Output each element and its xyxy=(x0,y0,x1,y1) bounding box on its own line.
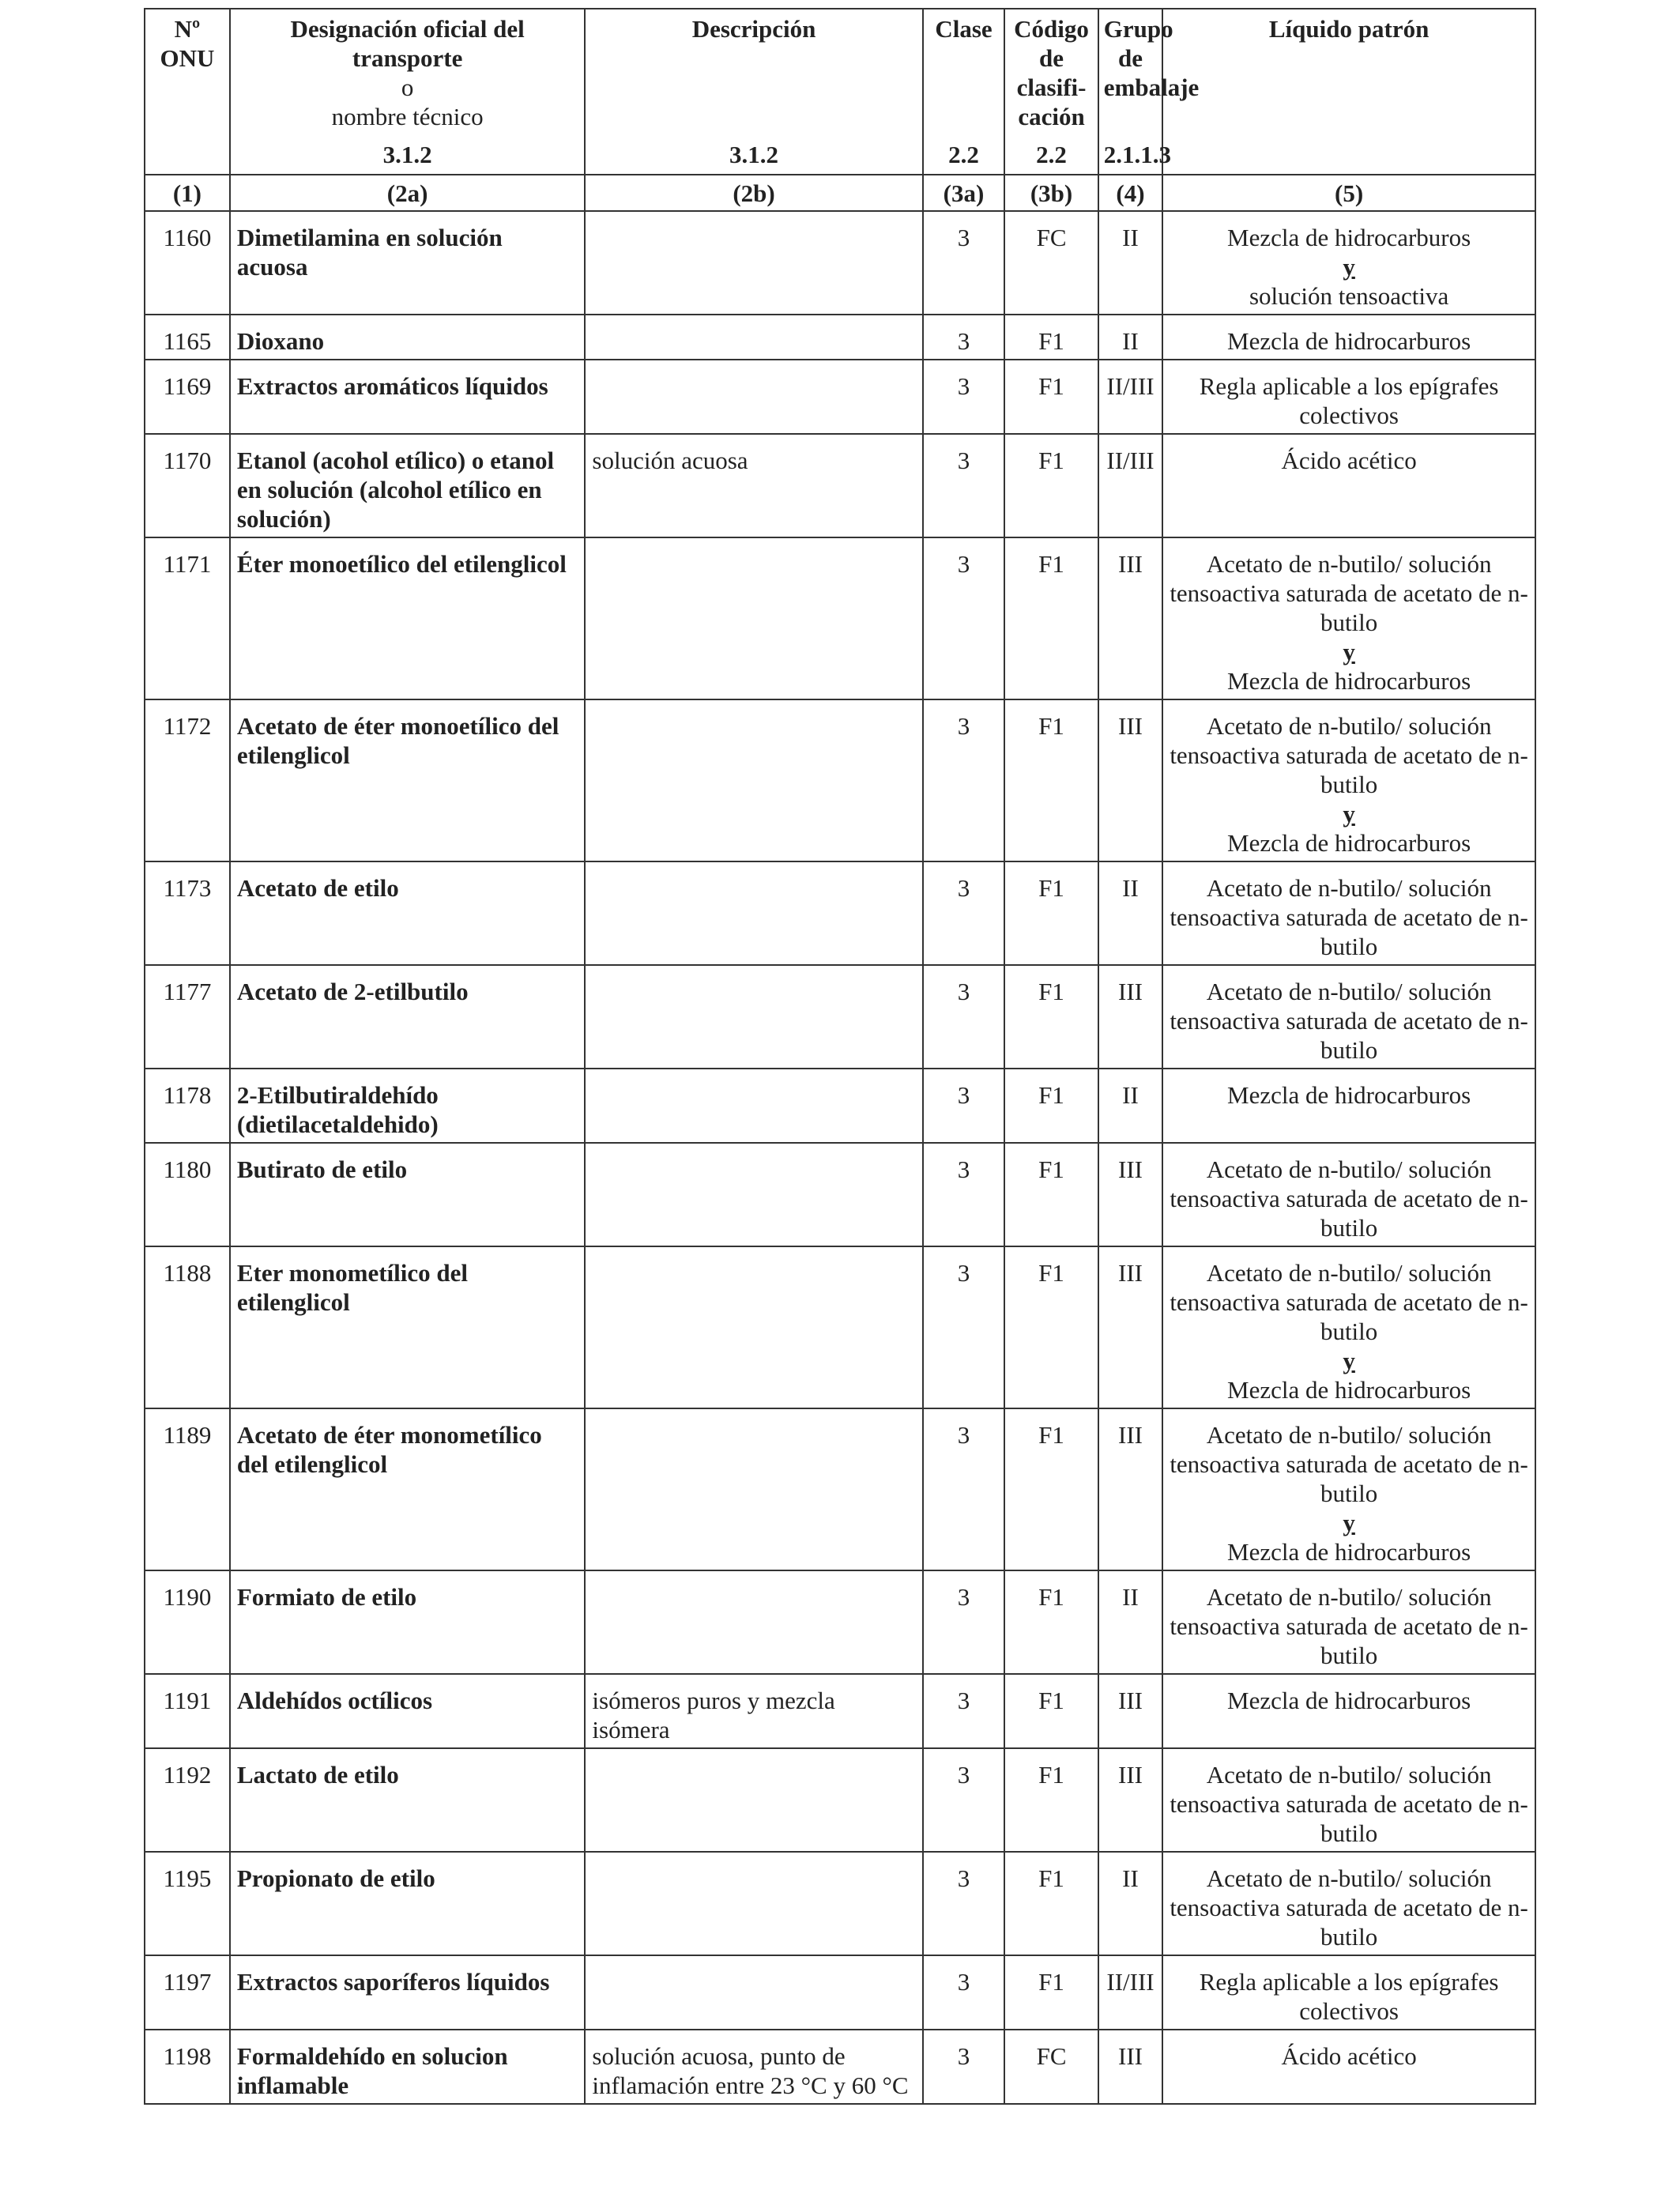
standard-liquid-cell xyxy=(1162,537,1535,699)
description-cell xyxy=(585,1408,922,1570)
standard-liquid-line: Mezcla de hidrocarburos xyxy=(1227,224,1471,251)
header-class: Clase 2.2 xyxy=(923,9,1005,175)
standard-liquid-cell xyxy=(1162,434,1535,537)
standard-liquid-cell xyxy=(1162,699,1535,861)
classification-code-cell: F1 xyxy=(1004,861,1098,965)
un-number-cell: 1165 xyxy=(145,315,230,360)
standard-liquid-cell xyxy=(1162,1852,1535,1955)
designation-cell: Formaldehído en solucion inflamable xyxy=(230,2030,586,2104)
standard-liquid-line: Acetato de n-butilo/ solución tensoactiva saturada de acetato de n-butilo xyxy=(1170,1583,1528,1669)
standard-liquid-line: Acetato de n-butilo/ solución tensoactiva saturada de acetato de n-butilo xyxy=(1170,978,1528,1064)
classification-code-cell: FC xyxy=(1004,211,1098,315)
classification-code-cell: F1 xyxy=(1004,1674,1098,1748)
designation-cell: Extractos saporíferos líquidos xyxy=(230,1955,586,2030)
standard-liquid-cell xyxy=(1162,1069,1535,1143)
description-cell: isómeros puros y mezcla isómera xyxy=(585,1674,922,1748)
class-cell: 3 xyxy=(923,1246,1005,1408)
conjunction-y: y xyxy=(1343,253,1355,281)
column-number: (4) xyxy=(1098,175,1162,211)
packing-group-cell: III xyxy=(1098,2030,1162,2104)
dangerous-goods-table xyxy=(144,8,1536,2105)
standard-liquid-line: Acetato de n-butilo/ solución tensoactiva saturada de acetato de n-butilo xyxy=(1170,1864,1528,1951)
standard-liquid-line: Mezcla de hidrocarburos xyxy=(1227,667,1471,695)
un-number-cell: 1191 xyxy=(145,1674,230,1748)
standard-liquid-cell xyxy=(1162,2030,1535,2104)
table-row xyxy=(145,1748,1535,1852)
un-number-cell: 1190 xyxy=(145,1570,230,1674)
description-cell xyxy=(585,1955,922,2030)
class-cell: 3 xyxy=(923,1408,1005,1570)
table-row xyxy=(145,1246,1535,1408)
standard-liquid-cell xyxy=(1162,1408,1535,1570)
header-packing-group: Grupo de embalaje 2.1.1.3 xyxy=(1098,9,1162,175)
designation-cell: Acetato de éter monometílico del etilenglicol xyxy=(230,1408,586,1570)
description-cell xyxy=(585,360,922,434)
table-row xyxy=(145,861,1535,965)
table-row xyxy=(145,1069,1535,1143)
standard-liquid-line: Acetato de n-butilo/ solución tensoactiva saturada de acetato de n-butilo xyxy=(1170,1421,1528,1507)
standard-liquid-line: Mezcla de hidrocarburos xyxy=(1227,829,1471,857)
classification-code-cell: F1 xyxy=(1004,1570,1098,1674)
classification-code-cell: F1 xyxy=(1004,1246,1098,1408)
standard-liquid-line: Acetato de n-butilo/ solución tensoactiva saturada de acetato de n-butilo xyxy=(1170,1259,1528,1345)
header-classification-code: Código de clasifi-cación 2.2 xyxy=(1004,9,1098,175)
un-number-cell: 1178 xyxy=(145,1069,230,1143)
classification-code-cell: F1 xyxy=(1004,965,1098,1069)
description-cell: solución acuosa xyxy=(585,434,922,537)
designation-cell: Lactato de etilo xyxy=(230,1748,586,1852)
un-number-cell: 1169 xyxy=(145,360,230,434)
un-number-cell: 1171 xyxy=(145,537,230,699)
standard-liquid-line: Ácido acético xyxy=(1281,447,1417,474)
standard-liquid-cell xyxy=(1162,360,1535,434)
un-number-cell: 1188 xyxy=(145,1246,230,1408)
class-cell: 3 xyxy=(923,315,1005,360)
standard-liquid-cell xyxy=(1162,1570,1535,1674)
packing-group-cell: III xyxy=(1098,699,1162,861)
conjunction-y: y xyxy=(1343,1509,1355,1536)
standard-liquid-line: Acetato de n-butilo/ solución tensoactiva saturada de acetato de n-butilo xyxy=(1170,550,1528,636)
description-cell xyxy=(585,211,922,315)
packing-group-cell: III xyxy=(1098,1143,1162,1246)
table-body xyxy=(145,211,1535,2104)
classification-code-cell: F1 xyxy=(1004,537,1098,699)
table-row xyxy=(145,2030,1535,2104)
classification-code-cell: F1 xyxy=(1004,1069,1098,1143)
table-row xyxy=(145,965,1535,1069)
conjunction-y: y xyxy=(1343,1347,1355,1374)
designation-cell: Acetato de 2-etilbutilo xyxy=(230,965,586,1069)
header-row xyxy=(145,9,1535,175)
designation-cell: Aldehídos octílicos xyxy=(230,1674,586,1748)
description-cell xyxy=(585,861,922,965)
table-row xyxy=(145,1143,1535,1246)
packing-group-cell: II xyxy=(1098,861,1162,965)
standard-liquid-line: Mezcla de hidrocarburos xyxy=(1227,1687,1471,1714)
classification-code-cell: F1 xyxy=(1004,315,1098,360)
packing-group-cell: II xyxy=(1098,211,1162,315)
table-row xyxy=(145,699,1535,861)
class-cell: 3 xyxy=(923,537,1005,699)
designation-cell: Acetato de éter monoetílico del etilenglicol xyxy=(230,699,586,861)
classification-code-cell: F1 xyxy=(1004,434,1098,537)
packing-group-cell: III xyxy=(1098,1674,1162,1748)
header-standard-liquid: Líquido patrón xyxy=(1162,9,1535,175)
column-number: (5) xyxy=(1162,175,1535,211)
packing-group-cell: III xyxy=(1098,537,1162,699)
table-row xyxy=(145,211,1535,315)
standard-liquid-cell xyxy=(1162,1246,1535,1408)
un-number-cell: 1172 xyxy=(145,699,230,861)
un-number-cell: 1170 xyxy=(145,434,230,537)
description-cell xyxy=(585,699,922,861)
column-number: (3b) xyxy=(1004,175,1098,211)
designation-cell: Etanol (acohol etílico) o etanol en solución (alcohol etílico en solución) xyxy=(230,434,586,537)
class-cell: 3 xyxy=(923,1143,1005,1246)
standard-liquid-cell xyxy=(1162,1674,1535,1748)
designation-cell: Eter monometílico del etilenglicol xyxy=(230,1246,586,1408)
designation-cell: Acetato de etilo xyxy=(230,861,586,965)
class-cell: 3 xyxy=(923,1570,1005,1674)
description-cell: solución acuosa, punto de inflamación entre 23 °C y 60 °C xyxy=(585,2030,922,2104)
classification-code-cell: FC xyxy=(1004,2030,1098,2104)
standard-liquid-cell xyxy=(1162,1748,1535,1852)
packing-group-cell: III xyxy=(1098,965,1162,1069)
packing-group-cell: II/III xyxy=(1098,360,1162,434)
classification-code-cell: F1 xyxy=(1004,360,1098,434)
table-row xyxy=(145,1955,1535,2030)
column-number-row xyxy=(145,175,1535,211)
description-cell xyxy=(585,1748,922,1852)
designation-cell: Extractos aromáticos líquidos xyxy=(230,360,586,434)
standard-liquid-line: solución tensoactiva xyxy=(1249,282,1449,310)
conjunction-y: y xyxy=(1343,638,1355,665)
description-cell xyxy=(585,537,922,699)
designation-cell: Dioxano xyxy=(230,315,586,360)
class-cell: 3 xyxy=(923,1955,1005,2030)
column-number: (3a) xyxy=(923,175,1005,211)
standard-liquid-cell xyxy=(1162,211,1535,315)
classification-code-cell: F1 xyxy=(1004,1143,1098,1246)
table-row xyxy=(145,537,1535,699)
description-cell xyxy=(585,1570,922,1674)
header-description: Descripción 3.1.2 xyxy=(585,9,922,175)
designation-cell: Butirato de etilo xyxy=(230,1143,586,1246)
standard-liquid-cell xyxy=(1162,965,1535,1069)
standard-liquid-line: Acetato de n-butilo/ solución tensoactiva saturada de acetato de n-butilo xyxy=(1170,712,1528,798)
packing-group-cell: III xyxy=(1098,1748,1162,1852)
column-number: (2a) xyxy=(230,175,586,211)
standard-liquid-line: Acetato de n-butilo/ solución tensoactiva saturada de acetato de n-butilo xyxy=(1170,1761,1528,1847)
table-row xyxy=(145,1408,1535,1570)
un-number-cell: 1173 xyxy=(145,861,230,965)
standard-liquid-cell xyxy=(1162,1955,1535,2030)
standard-liquid-cell xyxy=(1162,861,1535,965)
class-cell: 3 xyxy=(923,965,1005,1069)
header-official-designation: Designación oficial del transporte o nombre técnico 3.1.2 xyxy=(230,9,586,175)
class-cell: 3 xyxy=(923,2030,1005,2104)
classification-code-cell: F1 xyxy=(1004,1408,1098,1570)
classification-code-cell: F1 xyxy=(1004,1955,1098,2030)
designation-cell: 2-Etilbutiraldehído (dietilacetaldehido) xyxy=(230,1069,586,1143)
packing-group-cell: II xyxy=(1098,1852,1162,1955)
designation-cell: Éter monoetílico del etilenglicol xyxy=(230,537,586,699)
packing-group-cell: III xyxy=(1098,1408,1162,1570)
un-number-cell: 1192 xyxy=(145,1748,230,1852)
column-number: (2b) xyxy=(585,175,922,211)
standard-liquid-line: Acetato de n-butilo/ solución tensoactiva saturada de acetato de n-butilo xyxy=(1170,1155,1528,1242)
description-cell xyxy=(585,315,922,360)
table-row xyxy=(145,1570,1535,1674)
designation-cell: Formiato de etilo xyxy=(230,1570,586,1674)
class-cell: 3 xyxy=(923,211,1005,315)
un-number-cell: 1198 xyxy=(145,2030,230,2104)
standard-liquid-line: Mezcla de hidrocarburos xyxy=(1227,1081,1471,1109)
packing-group-cell: II xyxy=(1098,1570,1162,1674)
description-cell xyxy=(585,1069,922,1143)
class-cell: 3 xyxy=(923,360,1005,434)
standard-liquid-cell xyxy=(1162,315,1535,360)
packing-group-cell: II xyxy=(1098,315,1162,360)
standard-liquid-line: Mezcla de hidrocarburos xyxy=(1227,327,1471,355)
packing-group-cell: III xyxy=(1098,1246,1162,1408)
classification-code-cell: F1 xyxy=(1004,1852,1098,1955)
class-cell: 3 xyxy=(923,1748,1005,1852)
standard-liquid-line: Acetato de n-butilo/ solución tensoactiva saturada de acetato de n-butilo xyxy=(1170,874,1528,960)
description-cell xyxy=(585,1143,922,1246)
table-row xyxy=(145,1674,1535,1748)
header-un-number: Nº ONU xyxy=(145,9,230,175)
standard-liquid-line: Regla aplicable a los epígrafes colectivos xyxy=(1199,372,1499,429)
designation-cell: Dimetilamina en solución acuosa xyxy=(230,211,586,315)
table-row xyxy=(145,315,1535,360)
standard-liquid-line: Regla aplicable a los epígrafes colectivos xyxy=(1199,1968,1499,2025)
un-number-cell: 1195 xyxy=(145,1852,230,1955)
un-number-cell: 1177 xyxy=(145,965,230,1069)
standard-liquid-cell xyxy=(1162,1143,1535,1246)
standard-liquid-line: Mezcla de hidrocarburos xyxy=(1227,1376,1471,1404)
class-cell: 3 xyxy=(923,861,1005,965)
description-cell xyxy=(585,1852,922,1955)
conjunction-y: y xyxy=(1343,800,1355,827)
classification-code-cell: F1 xyxy=(1004,699,1098,861)
classification-code-cell: F1 xyxy=(1004,1748,1098,1852)
un-number-cell: 1197 xyxy=(145,1955,230,2030)
class-cell: 3 xyxy=(923,1852,1005,1955)
table-row xyxy=(145,360,1535,434)
table-row xyxy=(145,1852,1535,1955)
description-cell xyxy=(585,965,922,1069)
class-cell: 3 xyxy=(923,434,1005,537)
standard-liquid-line: Mezcla de hidrocarburos xyxy=(1227,1538,1471,1566)
packing-group-cell: II/III xyxy=(1098,434,1162,537)
un-number-cell: 1189 xyxy=(145,1408,230,1570)
standard-liquid-line: Ácido acético xyxy=(1281,2042,1417,2070)
packing-group-cell: II/III xyxy=(1098,1955,1162,2030)
class-cell: 3 xyxy=(923,1069,1005,1143)
un-number-cell: 1160 xyxy=(145,211,230,315)
class-cell: 3 xyxy=(923,699,1005,861)
class-cell: 3 xyxy=(923,1674,1005,1748)
designation-cell: Propionato de etilo xyxy=(230,1852,586,1955)
packing-group-cell: II xyxy=(1098,1069,1162,1143)
table-row xyxy=(145,434,1535,537)
un-number-cell: 1180 xyxy=(145,1143,230,1246)
column-number: (1) xyxy=(145,175,230,211)
description-cell xyxy=(585,1246,922,1408)
